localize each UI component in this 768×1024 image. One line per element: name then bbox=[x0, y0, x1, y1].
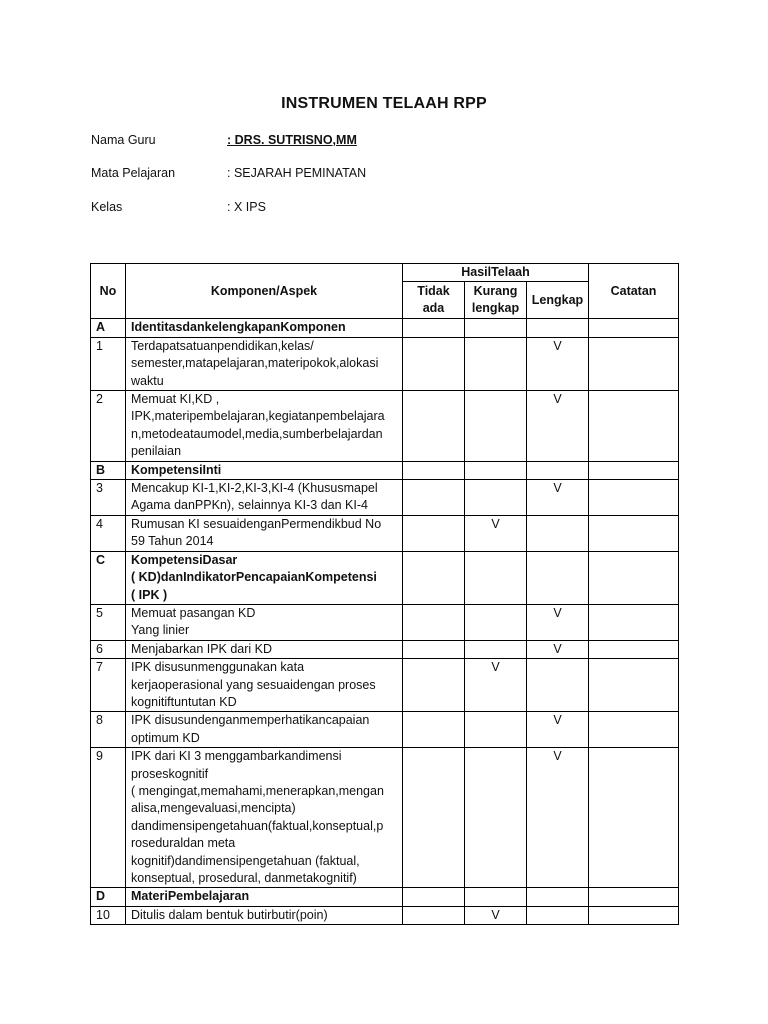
row-catatan bbox=[589, 604, 679, 640]
row-kurang-lengkap bbox=[465, 748, 527, 888]
row-tidak-ada bbox=[403, 319, 465, 337]
document-title: INSTRUMEN TELAAH RPP bbox=[281, 95, 487, 112]
row-kurang-lengkap bbox=[465, 461, 527, 479]
row-catatan bbox=[589, 480, 679, 516]
row-aspect: Terdapatsatuanpendidikan,kelas/ semester,matapelajaran,materipokok,alokasi waktu bbox=[126, 337, 403, 390]
row-catatan bbox=[589, 640, 679, 658]
row-catatan bbox=[589, 659, 679, 712]
row-lengkap bbox=[527, 888, 589, 906]
row-catatan bbox=[589, 888, 679, 906]
row-aspect: Mencakup KI-1,KI-2,KI-3,KI-4 (Khususmapel Agama danPPKn), selainnya KI-3 dan KI-4 bbox=[126, 480, 403, 516]
row-number: 1 bbox=[91, 337, 126, 390]
row-tidak-ada bbox=[403, 480, 465, 516]
info-label: Mata Pelajaran bbox=[91, 166, 176, 180]
row-lengkap: V bbox=[527, 604, 589, 640]
row-catatan bbox=[589, 748, 679, 888]
info-value: : SEJARAH PEMINATAN bbox=[227, 166, 367, 180]
row-catatan bbox=[589, 515, 679, 551]
row-catatan bbox=[589, 712, 679, 748]
table-row bbox=[91, 906, 679, 924]
table-row bbox=[91, 712, 679, 748]
section-row bbox=[91, 319, 679, 337]
table-row bbox=[91, 659, 679, 712]
row-number: B bbox=[91, 461, 126, 479]
header-no: No bbox=[91, 264, 126, 319]
row-aspect: IPK dari KI 3 menggambarkandimensi proseskognitif ( mengingat,memahami,menerapkan,mengan alisa,mengevaluasi,mencipta) dandimensipengetahuan(faktual,konseptual,p roseduraldan meta kognitif)dandimensipengetahuan (faktual, konseptual, prosedural, danmetakognitif) bbox=[126, 748, 403, 888]
info-label: Nama Guru bbox=[91, 133, 156, 147]
header-catatan: Catatan bbox=[589, 264, 679, 319]
row-number: A bbox=[91, 319, 126, 337]
info-label: Kelas bbox=[91, 200, 123, 214]
row-tidak-ada bbox=[403, 748, 465, 888]
info-value: : X IPS bbox=[227, 200, 266, 214]
row-tidak-ada bbox=[403, 888, 465, 906]
header-lengkap: Lengkap bbox=[527, 282, 589, 319]
table-row bbox=[91, 337, 679, 390]
header-komponen: Komponen/Aspek bbox=[126, 264, 403, 319]
row-kurang-lengkap: V bbox=[465, 515, 527, 551]
table-row bbox=[91, 515, 679, 551]
row-tidak-ada bbox=[403, 337, 465, 390]
row-aspect: KompetensiInti bbox=[126, 461, 403, 479]
row-aspect: Ditulis dalam bentuk butirbutir(poin) bbox=[126, 906, 403, 924]
row-lengkap: V bbox=[527, 480, 589, 516]
row-kurang-lengkap: V bbox=[465, 906, 527, 924]
row-tidak-ada bbox=[403, 659, 465, 712]
row-catatan bbox=[589, 551, 679, 604]
row-lengkap bbox=[527, 551, 589, 604]
row-kurang-lengkap bbox=[465, 888, 527, 906]
row-tidak-ada bbox=[403, 640, 465, 658]
row-tidak-ada bbox=[403, 906, 465, 924]
row-number: 3 bbox=[91, 480, 126, 516]
section-row bbox=[91, 888, 679, 906]
row-lengkap: V bbox=[527, 712, 589, 748]
row-tidak-ada bbox=[403, 461, 465, 479]
row-number: 8 bbox=[91, 712, 126, 748]
row-kurang-lengkap bbox=[465, 391, 527, 462]
row-aspect: IdentitasdankelengkapanKomponen bbox=[126, 319, 403, 337]
row-aspect: Rumusan KI sesuaidenganPermendikbud No 59 Tahun 2014 bbox=[126, 515, 403, 551]
header-tidak-ada: Tidak ada bbox=[403, 282, 465, 319]
row-lengkap bbox=[527, 515, 589, 551]
row-kurang-lengkap bbox=[465, 337, 527, 390]
row-tidak-ada bbox=[403, 515, 465, 551]
telaah-table bbox=[90, 263, 679, 925]
row-aspect: Menjabarkan IPK dari KD bbox=[126, 640, 403, 658]
row-kurang-lengkap bbox=[465, 604, 527, 640]
table-row bbox=[91, 640, 679, 658]
row-catatan bbox=[589, 391, 679, 462]
row-kurang-lengkap bbox=[465, 640, 527, 658]
row-tidak-ada bbox=[403, 551, 465, 604]
section-row bbox=[91, 551, 679, 604]
row-lengkap: V bbox=[527, 748, 589, 888]
row-lengkap: V bbox=[527, 391, 589, 462]
table-row bbox=[91, 391, 679, 462]
row-aspect: Memuat KI,KD , IPK,materipembelajaran,kegiatanpembelajara n,metodeataumodel,media,sumberbelajardan penilaian bbox=[126, 391, 403, 462]
row-number: 7 bbox=[91, 659, 126, 712]
row-aspect: Memuat pasangan KD Yang linier bbox=[126, 604, 403, 640]
table-row bbox=[91, 480, 679, 516]
row-number: C bbox=[91, 551, 126, 604]
row-kurang-lengkap bbox=[465, 712, 527, 748]
row-kurang-lengkap bbox=[465, 551, 527, 604]
row-aspect: KompetensiDasar ( KD)danIndikatorPencapaianKompetensi ( IPK ) bbox=[126, 551, 403, 604]
info-value: : DRS. SUTRISNO,MM bbox=[227, 133, 357, 147]
row-number: 6 bbox=[91, 640, 126, 658]
row-number: 5 bbox=[91, 604, 126, 640]
row-number: 9 bbox=[91, 748, 126, 888]
row-lengkap bbox=[527, 659, 589, 712]
row-number: 10 bbox=[91, 906, 126, 924]
row-lengkap bbox=[527, 461, 589, 479]
row-catatan bbox=[589, 319, 679, 337]
row-tidak-ada bbox=[403, 712, 465, 748]
table-body bbox=[91, 319, 679, 925]
row-number: 4 bbox=[91, 515, 126, 551]
row-catatan bbox=[589, 461, 679, 479]
section-row bbox=[91, 461, 679, 479]
row-number: 2 bbox=[91, 391, 126, 462]
row-kurang-lengkap: V bbox=[465, 659, 527, 712]
row-aspect: IPK disusunmenggunakan kata kerjaoperasional yang sesuaidengan proses kognitiftuntutan KD bbox=[126, 659, 403, 712]
row-tidak-ada bbox=[403, 391, 465, 462]
row-number: D bbox=[91, 888, 126, 906]
row-kurang-lengkap bbox=[465, 319, 527, 337]
table-row bbox=[91, 748, 679, 888]
row-lengkap bbox=[527, 906, 589, 924]
row-tidak-ada bbox=[403, 604, 465, 640]
row-catatan bbox=[589, 906, 679, 924]
row-lengkap: V bbox=[527, 337, 589, 390]
row-aspect: MateriPembelajaran bbox=[126, 888, 403, 906]
table-row bbox=[91, 604, 679, 640]
row-lengkap: V bbox=[527, 640, 589, 658]
row-lengkap bbox=[527, 319, 589, 337]
row-aspect: IPK disusundenganmemperhatikancapaian optimum KD bbox=[126, 712, 403, 748]
row-kurang-lengkap bbox=[465, 480, 527, 516]
header-hasil-telaah: HasilTelaah bbox=[403, 264, 589, 282]
header-kurang-lengkap: Kurang lengkap bbox=[465, 282, 527, 319]
row-catatan bbox=[589, 337, 679, 390]
